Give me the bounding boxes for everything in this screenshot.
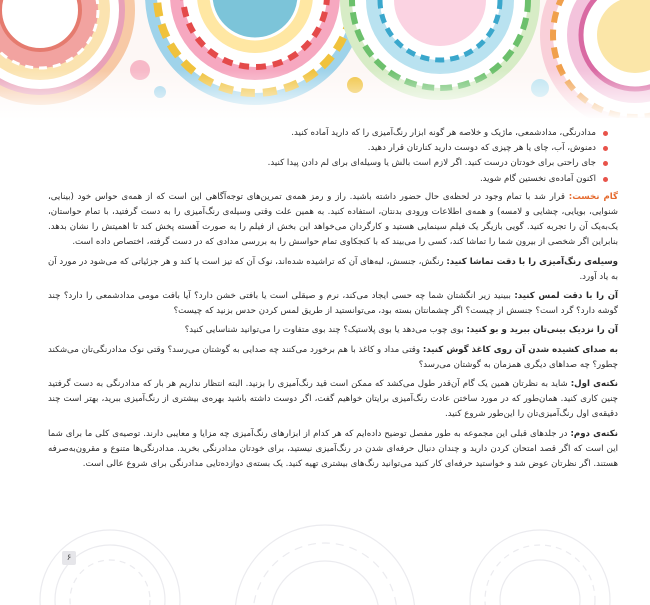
header-mandala-banner	[0, 0, 650, 118]
hear-paragraph	[48, 343, 618, 373]
touch-text: ببینید زیر انگشتان شما چه حسی ایجاد می‌کند، نرم و صیقلی است یا بافتی خشن دارد؟ آیا بافت مومی مدادشمعی را دارد؟ چند گوشه دارد؟ گرد است؟ جنسش از چیست؟ اگر چشمانتان بسته بود، می‌توانستید از طریق لمس کردن حدس بزنید که چیست؟	[48, 291, 618, 317]
list-item: دمنوش، آب، چای یا هر چیزی که دوست دارید کنارتان قرار دهید.	[48, 141, 596, 156]
page-number: ۶	[62, 551, 76, 565]
step-one-text: قرار شد با تمام وجود در لحظه‌ی حال حضور داشته باشید. راز و رمز همه‌ی تمرین‌های توجه‌آگاهی این است که از همه‌ی حواس خود (بینایی، شنوایی، بویایی، چشایی و لامسه) و همه‌ی اطلاعات ورودی بدنتان، استفاده کنید. به همین علت وقتی وسیله‌ی رنگ‌آمیزی را به دست گرفتید، با تمام حواستان، یک‌به‌یک آن را تجربه کنید. گویی بازیگر یک فیلم سینمایی هستید و کارگردان می‌خواهد این بخش از فیلم را به صورت آهسته پخش کند تا اهمیتش را نشان بدهد. بنابراین اگر شخصی از بیرون شما را تماشا کند، کسی را می‌بیند که با کنجکاوی تمام حواسش را به بررسی مدادی که در دست گرفته، اختصاص داده است.	[48, 191, 618, 248]
hear-heading: به صدای کشیده شدن آن روی کاغذ گوش کنید:	[422, 344, 618, 355]
supplies-bullet-list	[48, 126, 618, 187]
smell-text: بوی چوب می‌دهد یا بوی پلاستیک؟ چند بوی متفاوت را می‌توانید شناسایی کنید؟	[184, 325, 467, 336]
list-item: مدادرنگی، مدادشمعی، ماژیک و خلاصه هر گونه ابزار رنگ‌آمیزی را که دارید آماده کنید.	[48, 126, 596, 141]
smell-heading: آن را نزدیک بینی‌تان ببرید و بو کنید:	[466, 325, 618, 336]
step-one-heading: گام نخست:	[568, 191, 618, 202]
step-one-paragraph	[48, 190, 618, 251]
note-two-text: در جلدهای قبلی این مجموعه به طور مفصل توضیح داده‌ایم که هر کدام از ابزارهای رنگ‌آمیزی چه مزایا و معایبی دارند. توصیه‌ی کلی ما برای شما این است که اگر قصد امتحان کردن دارید و چندان دنبال حرفه‌ای شدن در رنگ‌آمیزی نیستید، برای خودتان مدادرنگی بخرید. مدادرنگی‌ها متنوع و مقرون‌به‌صرفه هستند. اگر نظرتان عوض شد و خواستید حرفه‌ای کار کنید می‌توانید رنگ‌های بیشتری تهیه کنید. یک بسته‌ی دوازده‌تایی مدادرنگی برای شروع عالی است.	[48, 428, 618, 470]
touch-heading: آن را با دقت لمس کنید:	[514, 291, 618, 302]
note-one-text: شاید به نظرتان همین یک گام آن‌قدر طول می‌کشد که ممکن است قید رنگ‌آمیزی را بزنید. البته انتظار نداریم هر بار که مدادرنگی به دست گرفتید چنین کاری کنید. همان‌طور که در مورد ساختن عادت رنگ‌آمیزی برایتان خواهیم گفت، اگر دوست داشته باشید بهره‌ی بیشتری از رنگ‌آمیزی ببرید، بهتر است چند دقیقه‌ی اول رنگ‌آمیزی‌تان را این‌طور شروع کنید.	[48, 379, 618, 420]
look-paragraph	[48, 255, 618, 285]
note-two-heading: نکته‌ی دوم:	[570, 428, 618, 439]
list-item: اکنون آماده‌ی نخستین گام شوید.	[48, 172, 596, 187]
look-heading: وسیله‌ی رنگ‌آمیزی را با دقت تماشا کنید:	[446, 256, 618, 267]
smell-paragraph	[48, 323, 618, 338]
note-two-paragraph	[48, 427, 618, 473]
touch-paragraph	[48, 289, 618, 319]
look-text: رنگش، جنسش، لبه‌های آن که تراشیده شده‌اند، نوک آن که تیز است یا کند و هر جزئیاتی که می‌شود در مورد آن به یاد آورد.	[48, 256, 618, 282]
hear-text: وقتی مداد و کاغذ با هم برخورد می‌کنند چه صدایی به گوشتان می‌رسد؟ وقتی نوک مدادرنگی‌تان می‌شکند چطور؟ چه صداهای دیگری همزمان به گوشتان می‌رسد؟	[48, 344, 618, 370]
note-one-heading: نکته‌ی اول:	[570, 379, 619, 390]
note-one-paragraph	[48, 377, 618, 423]
page-body-text	[48, 126, 618, 476]
list-item: جای راحتی برای خودتان درست کنید. اگر لازم است بالش یا وسیله‌ای برای لم دادن پیدا کنید.	[48, 156, 596, 171]
